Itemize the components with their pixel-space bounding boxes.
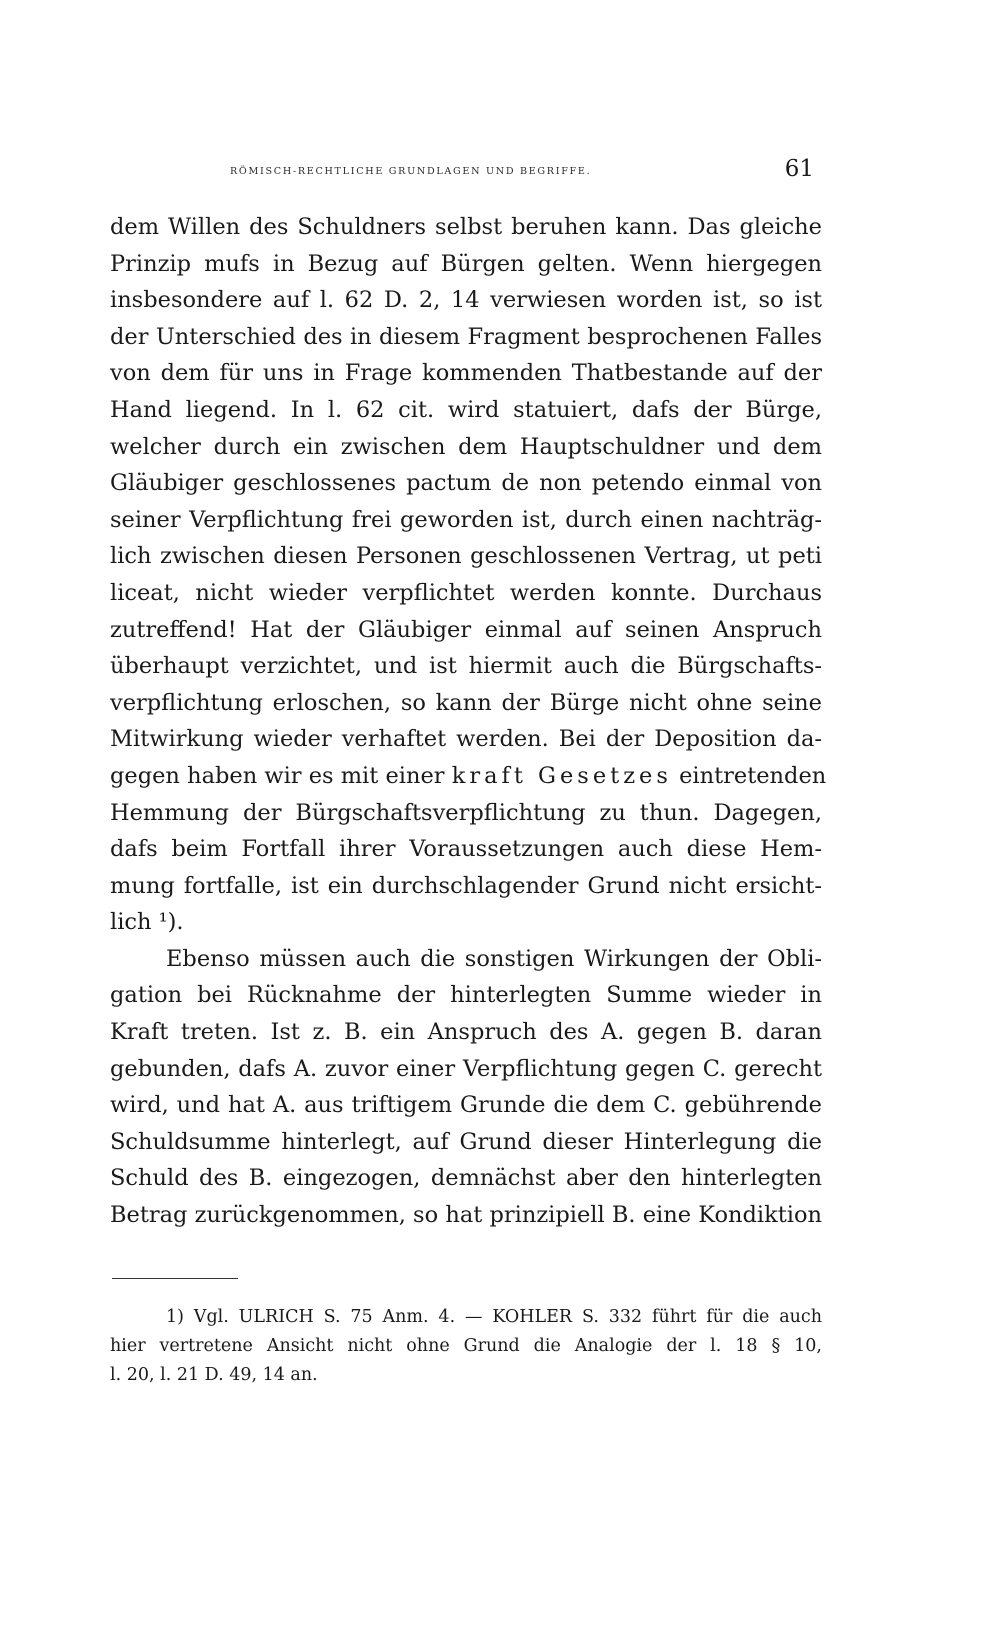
text-line: Betrag zurückgenommen, so hat prinzipiell B. eine Kondiktion	[110, 1202, 822, 1229]
footnote-divider	[112, 1278, 238, 1279]
text-line: dem Willen des Schuldners selbst beruhen kann. Das gleiche	[110, 214, 822, 240]
text-line: seiner Verpflichtung frei geworden ist, durch einen nachträg-	[110, 506, 822, 533]
footnote-line: l. 20, l. 21 D. 49, 14 an.	[110, 1365, 318, 1385]
text-line: Schuld des B. eingezogen, demnächst aber den hinterlegten	[110, 1165, 822, 1192]
text-segment: eintretenden	[671, 762, 827, 789]
text-line: überhaupt verzichtet, und ist hiermit auch die Bürgschafts-	[110, 653, 822, 680]
text-line: Hand liegend. In l. 62 cit. wird statuiert, dafs der Bürge,	[110, 396, 822, 423]
footnote-line: 1) Vgl. ULRICH S. 75 Anm. 4. — KOHLER S. 332 führt für die auch	[166, 1307, 822, 1327]
text-line: Mitwirkung wieder verhaftet werden. Bei der Deposition da-	[110, 726, 822, 753]
text-line: lich ¹).	[110, 909, 184, 936]
emphasized-text: kraft Gesetzes	[451, 762, 672, 789]
text-line: mung fortfalle, ist ein durchschlagender Grund nicht ersicht-	[110, 872, 822, 899]
text-line: Schuldsumme hinterlegt, auf Grund dieser Hinterlegung die	[110, 1128, 822, 1155]
paragraph-start-line: Ebenso müssen auch die sonstigen Wirkungen der Obli-	[166, 945, 822, 972]
footnotes	[110, 1303, 822, 1390]
page-header	[110, 156, 822, 192]
running-head: RÖMISCH-RECHTLICHE GRUNDLAGEN UND BEGRIFFE.	[230, 166, 592, 177]
text-line: Prinzip mufs in Bezug auf Bürgen gelten. Wenn hiergegen	[110, 250, 822, 277]
text-line: insbesondere auf l. 62 D. 2, 14 verwiesen worden ist, so ist	[110, 287, 822, 314]
footnote-line: hier vertretene Ansicht nicht ohne Grund die Analogie der l. 18 § 10,	[110, 1336, 822, 1356]
text-line: liceat, nicht wieder verpflichtet werden konnte. Durchaus	[110, 579, 822, 606]
text-line: Kraft treten. Ist z. B. ein Anspruch des A. gegen B. daran	[110, 1019, 822, 1046]
main-text	[110, 209, 827, 1234]
page-number: 61	[784, 156, 814, 182]
text-line: gation bei Rücknahme der hinterlegten Summe wieder in	[110, 982, 822, 1009]
text-line: dafs beim Fortfall ihrer Voraussetzungen auch diese Hem-	[110, 836, 822, 863]
text-line: der Unterschied des in diesem Fragment besprochenen Falles	[110, 323, 822, 350]
text-line: Gläubiger geschlossenes pactum de non petendo einmal von	[110, 470, 822, 497]
text-line: von dem für uns in Frage kommenden Thatbestande auf der	[110, 360, 822, 387]
text-line: lich zwischen diesen Personen geschlossenen Vertrag, ut peti	[110, 543, 822, 570]
text-line: Hemmung der Bürgschaftsverpflichtung zu thun. Dagegen,	[110, 799, 822, 826]
text-line: welcher durch ein zwischen dem Hauptschuldner und dem	[110, 433, 822, 460]
text-line: verpflichtung erloschen, so kann der Bürge nicht ohne seine	[110, 689, 822, 716]
text-segment: gegen haben wir es mit einer	[110, 762, 452, 789]
text-line: gebunden, dafs A. zuvor einer Verpflichtung gegen C. gerecht	[110, 1055, 822, 1082]
text-line: wird, und hat A. aus triftigem Grunde die dem C. gebührende	[110, 1092, 822, 1119]
text-line: zutreffend! Hat der Gläubiger einmal auf seinen Anspruch	[110, 616, 822, 643]
text-line	[110, 758, 827, 795]
